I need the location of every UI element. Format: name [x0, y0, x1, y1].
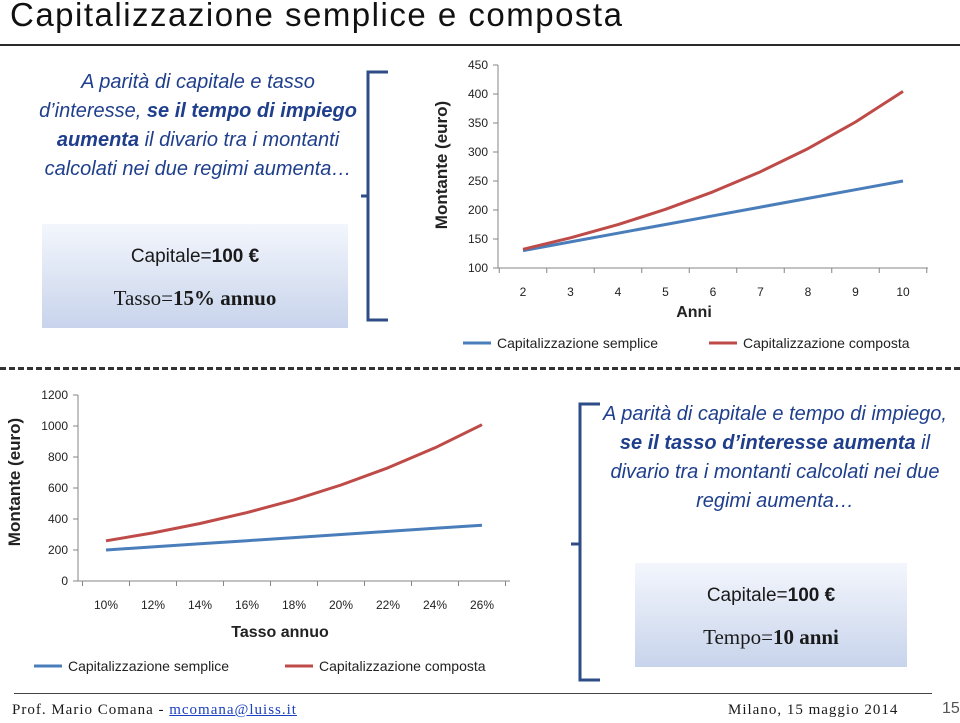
chart-anni [425, 52, 960, 354]
series-line-semplice [106, 525, 482, 550]
legend-label-composta: Capitalizzazione composta [743, 335, 910, 351]
y-tick-label: 100 [467, 261, 488, 275]
x-axis-title: Anni [676, 304, 712, 321]
time-value: 10 anni [772, 625, 839, 649]
x-tick-label: 16% [234, 598, 260, 612]
rate-label: Tasso= [113, 286, 174, 310]
footer-date: Milano, 15 maggio 2014 [728, 702, 899, 718]
x-tick-label: 8 [804, 285, 812, 299]
x-tick-label: 24% [422, 598, 448, 612]
footer-email-link[interactable]: mcomana@luiss.it [169, 702, 297, 718]
y-tick-label: 300 [467, 145, 488, 159]
note-top-text-2: il divario tra i montanti calcolati nei due regimi aumenta… [44, 129, 352, 180]
x-axis-title: Tasso annuo [231, 624, 329, 641]
y-tick-label: 1000 [41, 419, 68, 433]
series-line-composta [106, 425, 482, 541]
footer-divider [14, 693, 932, 694]
capital-label: Capitale= [130, 246, 212, 267]
brace-top [360, 68, 392, 330]
chart-tasso [0, 378, 520, 684]
y-tick-label: 150 [467, 232, 488, 246]
time-label: Tempo= [703, 625, 773, 649]
note-bottom-emphasis: se il tasso d’interesse aumenta [619, 432, 916, 454]
y-tick-label: 200 [47, 543, 68, 557]
series-line-composta [523, 91, 903, 249]
x-tick-label: 14% [187, 598, 213, 612]
x-tick-label: 22% [375, 598, 401, 612]
y-tick-label: 400 [467, 87, 488, 101]
x-tick-label: 26% [469, 598, 495, 612]
capital-value: 100 € [211, 246, 260, 267]
page-number: 15 [942, 700, 960, 717]
title-divider [0, 44, 960, 46]
y-axis-title: Montante (euro) [5, 417, 24, 547]
y-tick-label: 400 [47, 512, 68, 526]
y-tick-label: 200 [467, 203, 488, 217]
brace-bottom-path [571, 404, 600, 680]
y-tick-label: 0 [61, 574, 68, 588]
legend-label-semplice: Capitalizzazione semplice [497, 335, 659, 351]
x-tick-label: 6 [709, 285, 717, 299]
note-bottom-text-1: A parità di capitale e tempo di impiego, [603, 403, 947, 425]
x-tick-label: 4 [614, 285, 622, 299]
y-tick-label: 450 [467, 58, 488, 72]
brace-bottom [568, 398, 604, 690]
page-title: Capitalizzazione semplice e composta [10, 0, 624, 33]
note-top-text-1: A parità di capitale e tasso d’interesse, [39, 71, 315, 122]
y-tick-label: 350 [467, 116, 488, 130]
x-tick-label: 3 [567, 285, 574, 299]
param-box-top [42, 224, 348, 328]
capital-line [42, 246, 348, 268]
y-axis-title: Montante (euro) [432, 100, 451, 230]
footer-author-name: Prof. Mario Comana - [12, 702, 170, 718]
param-box-bottom [635, 563, 907, 667]
y-tick-label: 250 [467, 174, 488, 188]
note-top-emphasis: se il tempo di impiego aumenta [56, 100, 357, 151]
x-tick-label: 9 [852, 285, 859, 299]
note-bottom-text-2: il divario tra i montanti calcolati nei due regimi aumenta… [610, 432, 940, 512]
rate-line [42, 286, 348, 311]
brace-top-path [368, 72, 388, 320]
note-rate-effect [600, 400, 950, 516]
time-line [635, 625, 907, 650]
capital-value: 100 € [787, 585, 836, 606]
x-tick-label: 10% [93, 598, 119, 612]
y-tick-label: 800 [47, 450, 68, 464]
footer-author [12, 702, 297, 719]
x-tick-label: 7 [757, 285, 764, 299]
capital-line [635, 585, 907, 607]
x-tick-label: 5 [662, 285, 669, 299]
note-time-effect [28, 68, 368, 184]
rate-value: 15% annuo [173, 286, 277, 310]
legend-label-composta: Capitalizzazione composta [319, 658, 486, 674]
x-tick-label: 18% [281, 598, 307, 612]
x-tick-label: 12% [140, 598, 166, 612]
x-tick-label: 10 [896, 285, 910, 299]
y-tick-label: 1200 [41, 388, 68, 402]
legend-label-semplice: Capitalizzazione semplice [68, 658, 230, 674]
x-tick-label: 2 [519, 285, 527, 299]
y-tick-label: 600 [47, 481, 68, 495]
x-tick-label: 20% [328, 598, 354, 612]
capital-label: Capitale= [706, 585, 788, 606]
section-separator [0, 367, 960, 370]
